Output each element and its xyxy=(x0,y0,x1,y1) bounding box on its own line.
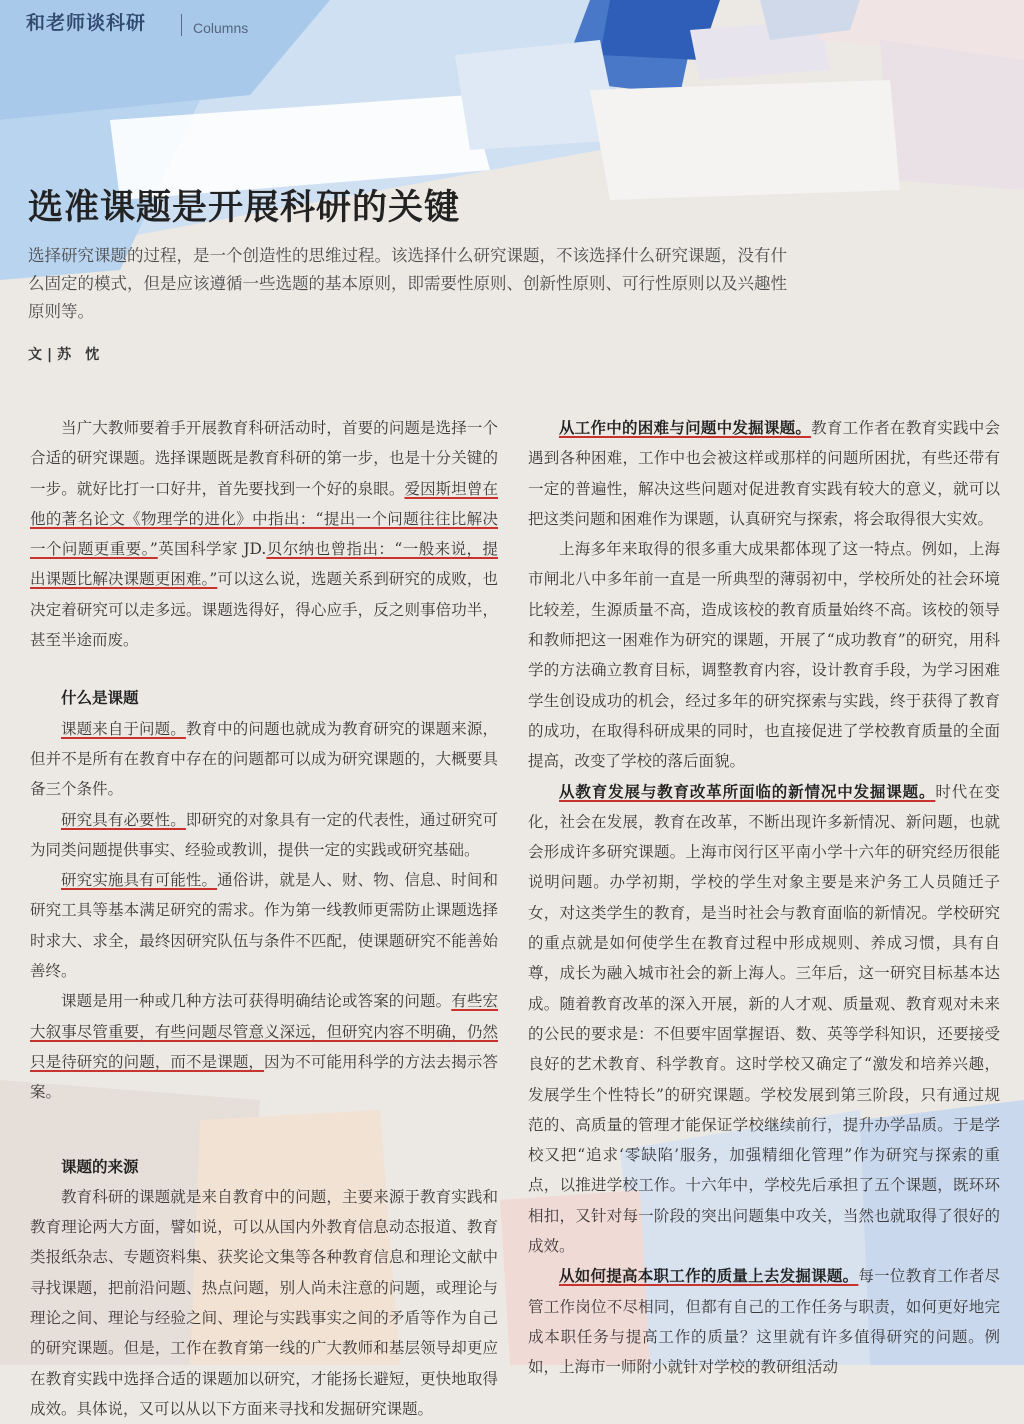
text-segment: 教育中的问题也就成为教育研究的课题来源，但并不是所有在教育中存在的问题都可以成为研究课题的，大概要具备三个条件。 xyxy=(30,719,498,799)
paragraph-source-reform xyxy=(528,777,1000,1262)
text-segment: 可以这么说，选题关系到研究的成败，也决定着研究可以走多远。课题选得好，得心应手，反之则事倍功半，甚至半途而废。 xyxy=(30,570,498,650)
text-segment: 课题是用一种或几种方法可获得明确结论或答案的问题。 xyxy=(61,992,452,1011)
text-segment: 因为不可能用科学的方法去揭示答案。 xyxy=(30,1052,498,1102)
article-intro: 选择研究课题的过程，是一个创造性的思维过程。该选择什么研究课题，不该选择什么研究课题，没有什么固定的模式，但是应该遵循一些选题的基本原则，即需要性原则、创新性原则、可行性原则以及兴趣性原则等。 xyxy=(28,246,787,321)
spacer xyxy=(30,1108,498,1152)
underlined-quote-einstein: 爱因斯坦曾在他的著名论文《物理学的进化》中指出：“提出一个问题往往比解决一个问题更重要。” xyxy=(30,479,498,559)
article-title: 选准课题是开展科研的关键 xyxy=(28,188,461,228)
text-segment: 英国科学家 JD. xyxy=(157,540,267,559)
underlined-phrase: 研究具有必要性。 xyxy=(61,810,186,829)
paragraph-topic-from-problem xyxy=(30,714,498,805)
paragraph-example-zhabei: 上海多年来取得的很多重大成果都体现了这一特点。例如，上海市闸北八中多年前一直是一所典型的薄弱初中，学校所处的社会环境比较差，生源质量不高，造成该校的教育质量始终不高。该校的领导和教师把这一困难作为研究的课题，开展了“成功教育”的研究，用科学的方法确立教育目标，调整教育内容，设计教育手段，为学习困难学生创设成功的机会，经过多年的研究探索与实践，终于获得了教育的成功，在取得科研成果的同时，也直接促进了学校教育质量的全面提高，改变了学校的落后面貌。 xyxy=(528,540,1000,771)
lead-phrase-reform: 从教育发展与教育改革所面临的新情况中发掘课题。 xyxy=(559,781,936,801)
paragraph-definition xyxy=(30,986,498,1107)
underlined-phrase: 研究实施具有可能性。 xyxy=(61,871,218,890)
header-divider xyxy=(181,14,182,36)
paragraph-feasibility xyxy=(30,865,498,986)
author-separator: | xyxy=(47,347,53,363)
text-segment: 每一位教育工作者尽管工作岗位不尽相同，但都有自己的工作任务与职责，如何更好地完成本职任务与提高工作的质量？这里就有许多值得研究的问题。例如，上海市一师附小就针对学校的教研组活动 xyxy=(528,1267,1000,1377)
paragraph-necessity xyxy=(30,805,498,866)
text-segment: 即研究的对象具有一定的代表性，通过研究可为同类问题提供事实、经验或教训，提供一定的实践或研究基础。 xyxy=(30,810,498,859)
section-title: 和老师谈科研 xyxy=(26,12,147,34)
text-segment: 时代在变化，社会在发展，教育在改革，不断出现许多新情况、新问题，也就会形成许多研究课题。上海市闵行区平南小学十六年的研究经历很能说明问题。办学初期，学校的学生对象主要是来沪务工人员随迁子女，对这类学生的教育，是当时社会与教育面临的新情况。学校研究的重点就是如何使学生在教育过程中形成规则、养成习惯，具有自尊，成长为融入城市社会的新上海人。三年后，这一研究目标基本达成。随着教育改革的深入开展，新的人才观、质量观、教育观对未来的公民的要求是：不但要牢固掌握语、数、英等学科知识，还要接受良好的艺术教育、科学教育。这时学校又确定了“激发和培养兴趣，发展学生个性特长”的研究课题。学校发展到第三阶段，只有通过规范的、高质量的管理才能保证学校继续前行，提升办学品质。于是学校又把“追求‘零缺陷’服务，加强精细化管理”作为研究与探索的重点，以推进学校工作。十六年中，学校先后承担了五个课题，既环环相扣，又针对每一阶段的突出问题集中攻关，当然也就取得了很好的成效。 xyxy=(528,782,1000,1256)
text-segment: 当广大教师要着手开展教育科研活动时，首要的问题是选择一个合适的研究课题。选择课题既是教育科研的第一步，也是十分关键的一步。就好比打一口好井，首先要找到一个好的泉眼。 xyxy=(30,419,498,498)
right-column xyxy=(528,413,1000,1383)
text-segment: 通俗讲，就是人、财、物、信息、时间和研究工具等基本满足研究的需求。作为第一线教师更需防止课题选择时求大、求全，最终因研究队伍与条件不匹配，使课题研究不能善始善终。 xyxy=(30,871,498,981)
lead-phrase-difficulty: 从工作中的困难与问题中发掘课题。 xyxy=(559,418,812,437)
subheading-what-is-topic: 什么是课题 xyxy=(61,689,139,708)
author-name: 苏 忱 xyxy=(57,347,100,363)
article-author xyxy=(28,344,99,364)
underlined-phrase: 课题来自于问题。 xyxy=(61,719,186,738)
paragraph-source-quality xyxy=(528,1261,1000,1382)
paragraph-sources: 教育科研的课题就是来自教育中的问题，主要来源于教育实践和教育理论两大方面，譬如说，可以从国内外教育信息动态报道、教育类报纸杂志、专题资料集、获奖论文集等各种教育信息和理论文献中寻找课题，把前沿问题、热点问题，别人尚未注意的问题，或理论与理论之间、理论与经验之间、理论与实践事实之间的矛盾等作为自己的研究课题。但是，工作在教育第一线的广大教师和基层领导却更应在教育实践中选择合适的课题加以研究，才能扬长避短，更快地取得成效。具体说，又可以从以下方面来寻找和发掘研究课题。 xyxy=(30,1187,498,1418)
spacer xyxy=(30,655,498,683)
left-column xyxy=(30,413,498,1424)
underlined-phrase: 有些宏大叙事尽管重要，有些问题尽管意义深远，但研究内容不明确，仍然只是待研究的问题，而不是课题， xyxy=(30,992,498,1071)
underlined-quote-bernal: 贝尔纳也曾指出：“一般来说，提出课题比解决课题更困难。” xyxy=(30,540,498,589)
paragraph-source-difficulty xyxy=(528,413,1000,534)
text-segment: 教育工作者在教育实践中会遇到各种困难，工作中也会被这样或那样的问题所困扰，有些还带有一定的普遍性，解决这些问题对促进教育实践有较大的意义，就可以把这类问题和困难作为课题，认真研究与探索，将会取得很大实效。 xyxy=(528,419,1000,528)
paragraph-intro xyxy=(30,413,498,655)
subheading-topic-sources: 课题的来源 xyxy=(61,1157,139,1176)
lead-phrase-quality: 从如何提高本职工作的质量上去发掘课题。 xyxy=(559,1266,859,1286)
section-subtitle: Columns xyxy=(193,20,249,36)
page-header xyxy=(0,0,1024,60)
author-prefix: 文 xyxy=(28,347,42,363)
